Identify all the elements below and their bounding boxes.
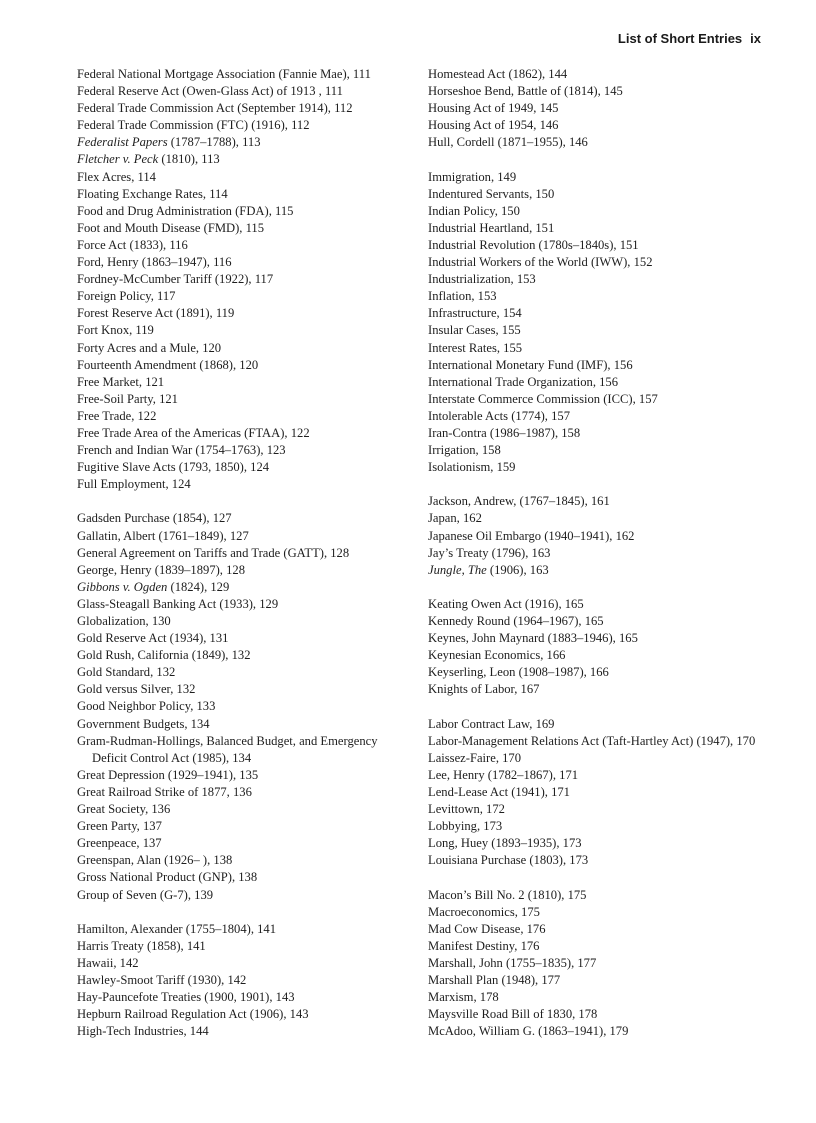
list-item — [428, 169, 758, 186]
entry-text: Marshall, John (1755–1835), 177 — [428, 955, 597, 970]
list-item — [77, 596, 407, 613]
list-item — [428, 1006, 758, 1023]
list-item — [428, 203, 758, 220]
list-item — [428, 750, 758, 767]
list-item — [428, 83, 758, 100]
entry-text: Foot and Mouth Disease (FMD), 115 — [77, 220, 265, 235]
list-item — [77, 237, 407, 254]
list-item — [428, 493, 758, 510]
list-item — [428, 664, 758, 681]
list-item — [77, 818, 407, 835]
list-item — [77, 545, 407, 562]
entry-title-italic: Jungle, The — [428, 562, 487, 577]
list-item — [428, 134, 758, 151]
list-item — [77, 66, 407, 83]
entry-text: Greenpeace, 137 — [77, 836, 162, 851]
entry-text: Inflation, 153 — [428, 289, 497, 304]
entry-text: Fourteenth Amendment (1868), 120 — [77, 357, 259, 372]
list-item — [428, 921, 758, 938]
list-item — [77, 579, 407, 596]
entry-text: Marshall Plan (1948), 177 — [428, 972, 561, 987]
list-item — [77, 408, 407, 425]
list-item — [77, 664, 407, 681]
list-item — [428, 1023, 758, 1040]
entry-text: Government Budgets, 134 — [77, 716, 210, 731]
list-item — [77, 955, 407, 972]
entry-text: Jackson, Andrew, (1767–1845), 161 — [428, 494, 610, 509]
entry-text: International Monetary Fund (IMF), 156 — [428, 357, 633, 372]
entry-text: Long, Huey (1893–1935), 173 — [428, 836, 582, 851]
list-item — [428, 254, 758, 271]
list-item — [77, 151, 407, 168]
list-item — [428, 340, 758, 357]
list-item — [428, 784, 758, 801]
entry-text: Hay-Pauncefote Treaties (1900, 1901), 143 — [77, 990, 295, 1005]
page-number: ix — [750, 31, 761, 46]
entry-text: Gross National Product (GNP), 138 — [77, 870, 258, 885]
entry-text: Fordney-McCumber Tariff (1922), 117 — [77, 272, 274, 287]
list-item — [428, 220, 758, 237]
entry-text: Gold versus Silver, 132 — [77, 682, 196, 697]
entry-text: Immigration, 149 — [428, 169, 517, 184]
list-item — [77, 989, 407, 1006]
list-item — [77, 134, 407, 151]
list-item — [428, 237, 758, 254]
entry-text: Food and Drug Administration (FDA), 115 — [77, 203, 294, 218]
list-item — [77, 203, 407, 220]
list-item — [428, 562, 758, 579]
list-item — [77, 271, 407, 288]
entry-text: Hepburn Railroad Regulation Act (1906), 143 — [77, 1007, 309, 1022]
list-item — [77, 972, 407, 989]
list-item — [428, 374, 758, 391]
entry-group — [428, 66, 758, 151]
entry-text: Forest Reserve Act (1891), 119 — [77, 306, 235, 321]
list-item — [77, 716, 407, 733]
entry-text: Flex Acres, 114 — [77, 169, 156, 184]
list-item — [77, 357, 407, 374]
entry-title-italic: Gibbons v. Ogden — [77, 579, 168, 594]
entry-text: Lobbying, 173 — [428, 819, 503, 834]
list-item — [428, 425, 758, 442]
entry-text: Harris Treaty (1858), 141 — [77, 938, 206, 953]
entries-column-right — [428, 66, 758, 1057]
entry-text: Federal National Mortgage Association (Fannie Mae), 111 — [77, 67, 371, 81]
entry-text: Housing Act of 1949, 145 — [428, 101, 559, 116]
entry-text: Hawaii, 142 — [77, 955, 139, 970]
entry-text: Levittown, 172 — [428, 802, 505, 817]
list-item — [77, 887, 407, 904]
entry-group — [77, 921, 407, 1041]
list-item — [77, 835, 407, 852]
entry-text: Japanese Oil Embargo (1940–1941), 162 — [428, 528, 635, 543]
entry-text: Force Act (1833), 116 — [77, 237, 188, 252]
list-item — [428, 938, 758, 955]
list-item — [77, 305, 407, 322]
list-item — [428, 972, 758, 989]
entry-text: Floating Exchange Rates, 114 — [77, 186, 228, 201]
list-item — [77, 938, 407, 955]
entry-text: Great Railroad Strike of 1877, 136 — [77, 784, 252, 799]
list-item — [428, 835, 758, 852]
list-item — [77, 340, 407, 357]
list-item — [428, 852, 758, 869]
entry-text: Fugitive Slave Acts (1793, 1850), 124 — [77, 460, 270, 475]
list-item — [428, 288, 758, 305]
list-item — [77, 391, 407, 408]
entry-text: Interest Rates, 155 — [428, 340, 523, 355]
entry-text: International Trade Organization, 156 — [428, 374, 619, 389]
entry-text: Globalization, 130 — [77, 614, 171, 628]
entry-text: Gold Rush, California (1849), 132 — [77, 648, 251, 663]
list-item — [77, 476, 407, 493]
entry-text: Intolerable Acts (1774), 157 — [428, 408, 570, 423]
list-item — [428, 545, 758, 562]
list-item — [77, 100, 407, 117]
entry-text: Labor-Management Relations Act (Taft-Hartley Act) (1947), 170 — [428, 733, 756, 748]
list-item — [77, 767, 407, 784]
list-item — [77, 254, 407, 271]
entry-text: Industrial Revolution (1780s–1840s), 151 — [428, 237, 639, 252]
entry-text: Hamilton, Alexander (1755–1804), 141 — [77, 921, 277, 936]
entry-text: Greenspan, Alan (1926– ), 138 — [77, 853, 233, 868]
list-item — [428, 322, 758, 339]
entry-text: Iran-Contra (1986–1987), 158 — [428, 425, 581, 440]
entry-text: Hawley-Smoot Tariff (1930), 142 — [77, 972, 247, 987]
entry-text: (1787–1788), 113 — [167, 135, 261, 150]
list-item — [77, 528, 407, 545]
list-item — [77, 852, 407, 869]
list-item — [428, 528, 758, 545]
list-item — [428, 305, 758, 322]
list-item — [77, 425, 407, 442]
list-item — [428, 408, 758, 425]
running-header-title: List of Short Entries — [617, 31, 743, 46]
list-item — [77, 681, 407, 698]
list-item — [77, 442, 407, 459]
entry-text: Laissez-Faire, 170 — [428, 750, 522, 765]
list-item — [77, 801, 407, 818]
entry-text: Federal Trade Commission Act (September 1914), 112 — [77, 101, 353, 116]
entry-text: Keynes, John Maynard (1883–1946), 165 — [428, 631, 638, 646]
entry-title-italic: Federalist Papers — [77, 135, 168, 150]
entry-text: Homestead Act (1862), 144 — [428, 67, 568, 81]
entry-text: Horseshoe Bend, Battle of (1814), 145 — [428, 84, 623, 99]
entry-text: Industrialization, 153 — [428, 272, 536, 287]
list-item — [77, 562, 407, 579]
entry-text: Louisiana Purchase (1803), 173 — [428, 853, 589, 868]
entry-text: Free Market, 121 — [77, 374, 165, 389]
list-item — [428, 613, 758, 630]
entry-text: Good Neighbor Policy, 133 — [77, 699, 216, 714]
list-item — [77, 220, 407, 237]
list-item — [428, 357, 758, 374]
list-item — [428, 767, 758, 784]
entry-text: Keynesian Economics, 166 — [428, 648, 566, 663]
list-item — [77, 869, 407, 886]
list-item — [428, 716, 758, 733]
entry-text: Gram-Rudman-Hollings, Balanced Budget, and Emergency Deficit Control Act (1985), 134 — [77, 733, 378, 765]
list-item — [428, 955, 758, 972]
entry-text: Industrial Heartland, 151 — [428, 220, 555, 235]
entry-text: Kennedy Round (1964–1967), 165 — [428, 614, 604, 628]
entry-text: Irrigation, 158 — [428, 443, 501, 458]
entry-text: Industrial Workers of the World (IWW), 152 — [428, 255, 653, 270]
entry-text: (1906), 163 — [486, 562, 549, 577]
list-item — [428, 391, 758, 408]
entry-text: Indian Policy, 150 — [428, 203, 520, 218]
entry-text: Gold Reserve Act (1934), 131 — [77, 631, 229, 646]
entry-group — [77, 510, 407, 903]
list-item — [428, 801, 758, 818]
entry-text: Lend-Lease Act (1941), 171 — [428, 784, 570, 799]
entry-group — [77, 66, 407, 493]
entry-text: Federal Trade Commission (FTC) (1916), 112 — [77, 118, 310, 133]
entry-text: Great Depression (1929–1941), 135 — [77, 767, 259, 782]
list-item — [428, 117, 758, 134]
list-item — [428, 596, 758, 613]
entry-text: (1810), 113 — [158, 152, 220, 167]
entry-title-italic: Fletcher v. Peck — [77, 152, 159, 167]
entry-text: Keyserling, Leon (1908–1987), 166 — [428, 665, 609, 680]
entry-text: Lee, Henry (1782–1867), 171 — [428, 767, 579, 782]
entry-text: Isolationism, 159 — [428, 460, 516, 475]
entry-text: Japan, 162 — [428, 511, 482, 526]
list-item — [77, 186, 407, 203]
list-item — [77, 647, 407, 664]
entry-text: Knights of Labor, 167 — [428, 682, 540, 697]
entry-text: Group of Seven (G-7), 139 — [77, 887, 214, 902]
entry-text: Free-Soil Party, 121 — [77, 391, 178, 406]
entry-text: Macon’s Bill No. 2 (1810), 175 — [428, 887, 587, 902]
list-item — [77, 459, 407, 476]
entry-text: Labor Contract Law, 169 — [428, 716, 555, 731]
list-item — [77, 169, 407, 186]
entry-group — [428, 716, 758, 870]
entry-text: (1824), 129 — [167, 579, 230, 594]
list-item — [77, 374, 407, 391]
entry-text: Maysville Road Bill of 1830, 178 — [428, 1007, 598, 1022]
list-item — [77, 322, 407, 339]
entry-text: Housing Act of 1954, 146 — [428, 118, 559, 133]
list-item — [77, 613, 407, 630]
entry-text: Free Trade, 122 — [77, 408, 157, 423]
entry-text: Hull, Cordell (1871–1955), 146 — [428, 135, 588, 150]
list-item — [428, 66, 758, 83]
list-item — [77, 510, 407, 527]
entry-text: Keating Owen Act (1916), 165 — [428, 596, 584, 611]
list-item — [77, 117, 407, 134]
entry-text: Ford, Henry (1863–1947), 116 — [77, 255, 232, 270]
entry-group — [428, 493, 758, 578]
list-item — [77, 630, 407, 647]
entry-text: Marxism, 178 — [428, 990, 499, 1005]
list-item — [77, 698, 407, 715]
entry-group — [428, 887, 758, 1041]
entry-text: Gadsden Purchase (1854), 127 — [77, 511, 232, 526]
entry-group — [428, 596, 758, 699]
entry-text: Macroeconomics, 175 — [428, 904, 540, 919]
entry-text: Jay’s Treaty (1796), 163 — [428, 545, 551, 560]
entry-text: Foreign Policy, 117 — [77, 289, 176, 304]
entry-text: Gold Standard, 132 — [77, 665, 176, 680]
entry-text: Glass-Steagall Banking Act (1933), 129 — [77, 596, 279, 611]
entry-text: Green Party, 137 — [77, 819, 162, 834]
entry-text: Free Trade Area of the Americas (FTAA), 122 — [77, 425, 310, 440]
list-item — [428, 887, 758, 904]
list-item — [77, 83, 407, 100]
list-item — [428, 681, 758, 698]
entry-text: Interstate Commerce Commission (ICC), 157 — [428, 391, 658, 406]
list-item — [428, 818, 758, 835]
list-item — [428, 733, 758, 750]
entry-text: Full Employment, 124 — [77, 477, 191, 492]
list-item — [428, 510, 758, 527]
entry-text: French and Indian War (1754–1763), 123 — [77, 443, 286, 458]
list-item — [428, 630, 758, 647]
list-item — [428, 647, 758, 664]
entry-text: Gallatin, Albert (1761–1849), 127 — [77, 528, 249, 543]
entry-group — [428, 169, 758, 477]
entry-text: Mad Cow Disease, 176 — [428, 921, 546, 936]
list-item — [428, 989, 758, 1006]
entry-text: Great Society, 136 — [77, 802, 171, 817]
entry-text: Infrastructure, 154 — [428, 306, 522, 321]
entry-text: Manifest Destiny, 176 — [428, 938, 540, 953]
list-item — [428, 100, 758, 117]
entry-text: General Agreement on Tariffs and Trade (GATT), 128 — [77, 545, 350, 560]
list-item — [77, 1006, 407, 1023]
list-item — [428, 271, 758, 288]
entry-text: Indentured Servants, 150 — [428, 186, 555, 201]
list-item — [77, 784, 407, 801]
list-item — [428, 442, 758, 459]
list-item — [428, 459, 758, 476]
list-item — [77, 1023, 407, 1040]
list-item — [428, 904, 758, 921]
entries-column-left — [77, 66, 407, 1057]
list-item — [428, 186, 758, 203]
list-item — [77, 921, 407, 938]
list-item — [77, 288, 407, 305]
entry-text: Federal Reserve Act (Owen-Glass Act) of 1913 , 111 — [77, 84, 343, 99]
entry-text: Forty Acres and a Mule, 120 — [77, 340, 222, 355]
entry-text: Fort Knox, 119 — [77, 323, 154, 338]
entry-text: George, Henry (1839–1897), 128 — [77, 562, 245, 577]
entry-text: High-Tech Industries, 144 — [77, 1024, 209, 1039]
list-item — [77, 733, 407, 767]
entry-text: McAdoo, William G. (1863–1941), 179 — [428, 1024, 629, 1039]
entry-text: Insular Cases, 155 — [428, 323, 521, 338]
running-header — [618, 31, 761, 46]
